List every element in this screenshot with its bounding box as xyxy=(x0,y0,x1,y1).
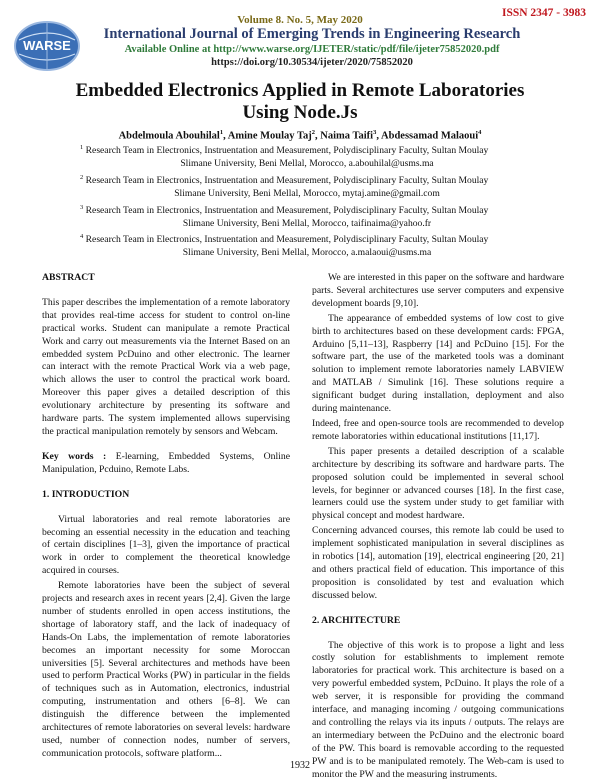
title-line-1: Embedded Electronics Applied in Remote Laboratories xyxy=(75,80,525,101)
affiliation-1: $^1$ Research Team in Electronics, Instruentation and Measurement, Polydisciplinary Faculty, Sultan Moulay Slimane University, Beni Mellal, Morocco, a.abouhilal@usms.ma xyxy=(80,144,489,169)
intro-paragraph-1: Virtual laboratories and real remote laboratories are becoming an essential necessity in the education and teaching of certain disciplines [1–3], given the importance of practical work in order to complement the theoretical knowledge acquired in courses. xyxy=(42,513,290,577)
author-2: Amine Moulay Taj xyxy=(227,130,312,142)
architecture-heading: 2. ARCHITECTURE xyxy=(312,614,401,626)
online-link[interactable]: Available Online at http://www.warse.org/IJETER/static/pdf/file/ijeter75852020.pdf xyxy=(124,44,500,55)
journal-name: International Journal of Emerging Trends in Engineering Research xyxy=(103,26,521,42)
author-1: Abdelmoula Abouhilal xyxy=(118,130,220,142)
author-list: Abdelmoula Abouhilal$^1$, Amine Moulay Taj$^2$, Naima Taifi$^3$, Abdessamad Malaoui$^4$ xyxy=(118,129,482,142)
right-paragraph-2: The appearance of embedded systems of low cost to give birth to architectures based on these development cards: FPGA, Arduino [5,11–13], Raspberry [14] and PcDuino [15]. For the software part, the use of the marketed tools was a dominant solution to implement remote laboratories namely LABVIEW and MATLAB / Simulink [16]. These solutions require a significant budget during installation, deployment and also during maintenance. xyxy=(312,312,564,415)
left-column xyxy=(42,272,290,763)
affiliations xyxy=(72,142,542,261)
title-line-2: Using Node.Js xyxy=(242,102,358,123)
author-4: Abdessamad Malaoui xyxy=(381,130,479,142)
intro-paragraph-2: Remote laboratories have been the subject of several projects and research axes in recent years [2,4]. Given the large number of students enrolled in open access institutions, the shortage of laboratory staff, and the lack of inadequacy of Hands-On Labs, the implementation of remote laboratories becomes an important necessity for some Moroccan universities [5]. Several architectures and methods have been used to perform Practical Works (PW) in particular in the fields of techniques such as in Automation, electronics, industrial computing, instrumentation and others [6–8]. We can distinguish the difference between the implemented architectures of remote laboratories on several levels: hardware used, number of connection nodes, number of servers, communication protocols, software platform... xyxy=(42,580,290,759)
abstract-heading: ABSTRACT xyxy=(42,272,95,283)
right-column xyxy=(312,272,564,784)
affiliation-3: $^3$ Research Team in Electronics, Instruentation and Measurement, Polydisciplinary Faculty, Sultan Moulay Slimane University, Beni Mellal, Morocco, taifinaima@yahoo.fr xyxy=(80,203,489,229)
abstract-text: This paper describes the implementation of a remote laboratory that provides real-time access for student to control on-line practical works. Student can manipulate a remote Practical Work and carry out measurements via the Internet Based on an embedded system PcDuino and other electronic. The learner can interact with the remote Practical Work via a web page, which allows the user to control the practical work board. Moreover this paper gives a detailed description of this evolutionary architecture by presenting its software and hardware parts. The system implemented allows supervising the practical manipulation remotely by sensors and Webcam. xyxy=(42,296,290,437)
doi-link[interactable]: https://doi.org/10.30534/ijeter/2020/75852020 xyxy=(211,57,413,68)
architecture-paragraph-1: The objective of this work is to propose a light and less costly solution for establishments to implement remote laboratories for practical work. This architecture is based on a very powerful embedded system, PcDuino. It plays the role of a web server, it is responsible for providing the command interface, and managing incoming / outgoing communications and controlling the relays via its inputs / outputs. The relays are an intermediary between the PcDuino and the electronic board of the PW. This board is removable according to the requested PW and is to be manipulated remotely. The Web-cam is used to monitor the PW and the measuring instruments. xyxy=(312,639,564,780)
journal-logo xyxy=(13,20,81,72)
affiliation-2: $^2$ Research Team in Electronics, Instruentation and Measurement, Polydisciplinary Faculty, Sultan Moulay Slimane University, Beni Mellal, Morocco, mytaj.amine@gmail.com xyxy=(80,173,489,199)
paper-title xyxy=(0,80,600,124)
issn-label: ISSN 2347 - 3983 xyxy=(501,7,586,19)
volume-line: Volume 8. No. 5, May 2020 xyxy=(237,14,363,26)
page-number: 1932 xyxy=(290,760,310,771)
right-paragraph-3: Indeed, free and open-source tools are recommended to develop remote laboratories within educational institutions [11,17]. xyxy=(312,417,564,442)
introduction-heading: 1. INTRODUCTION xyxy=(42,488,130,500)
right-paragraph-1: We are interested in this paper on the software and hardware parts. Several architectures use server computers and expensive development boards [9,10]. xyxy=(312,272,564,309)
keywords: Key words : E-learning, Embedded Systems, Online Manipulation, Pcduino, Remote Labs. xyxy=(42,450,291,475)
author-3: Naima Taifi xyxy=(320,130,374,142)
right-paragraph-4: This paper presents a detailed description of a scalable architecture by describing its software and hardware parts. The proposed solution could be implemented in several school levels, for beginner or advanced courses [18]. In the first case, learners could use the system under study to get familiar with physical concept and modest hardware. xyxy=(312,445,564,522)
logo-text: WARSE xyxy=(23,38,71,53)
right-paragraph-5: Concerning advanced courses, this remote lab could be used to implement sophisticated manipulation in several disciplines as in robotics [14], automation [19], electrical engineering [20, 21] and others practical field of education. This importance of this proposition is consolidated by test and evaluation which discussed below. xyxy=(312,525,564,601)
affiliation-4: $^4$ Research Team in Electronics, Instruentation and Measurement, Polydisciplinary Faculty, Sultan Moulay Slimane University, Beni Mellal, Morocco, a.malaoui@usms.ma xyxy=(80,233,489,259)
